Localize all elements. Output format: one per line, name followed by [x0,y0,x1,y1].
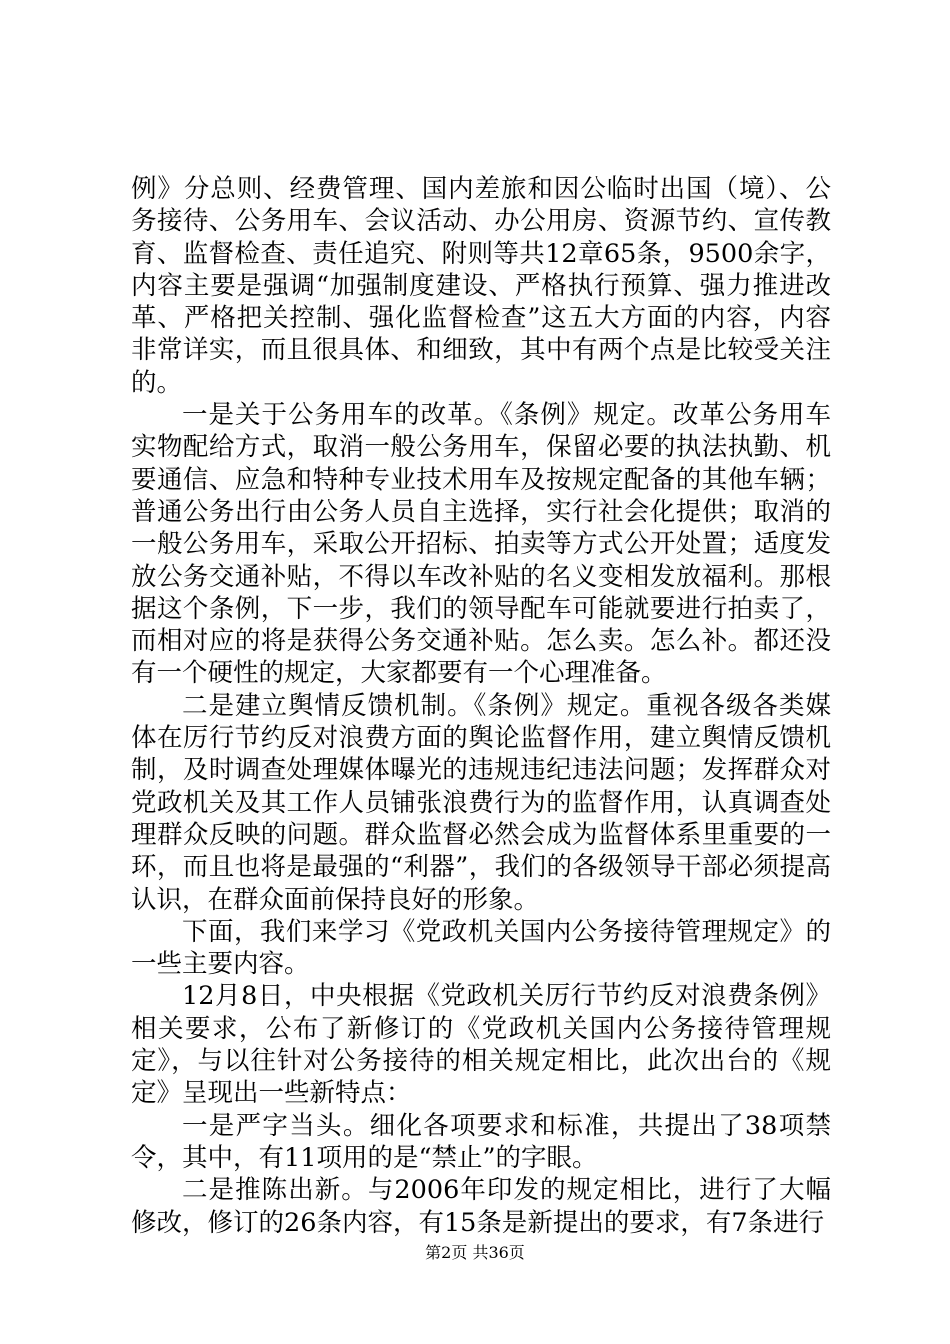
paragraph-5: 12月8日，中央根据《党政机关厉行节约反对浪费条例》相关要求，公布了新修订的《党政机关国内公务接待管理规定》，与以往针对公务接待的相关规定相比，此次出台的《规定》呈现出一些新特点： [131,981,831,1109]
document-body [131,173,831,1239]
paragraph-6: 一是严字当头。细化各项要求和标准，共提出了38项禁令，其中，有11项用的是“禁止”的字眼。 [131,1110,831,1173]
paragraph-2: 一是关于公务用车的改革。《条例》规定。改革公务用车实物配给方式，取消一般公务用车，保留必要的执法执勤、机要通信、应急和特种专业技术用车及按规定配备的其他车辆；普通公务出行由公务人员自主选择，实行社会化提供；取消的一般公务用车，采取公开招标、拍卖等方式公开处置；适度发放公务交通补贴，不得以车改补贴的名义变相发放福利。那根据这个条例，下一步，我们的领导配车可能就要进行拍卖了，而相对应的将是获得公务交通补贴。怎么卖。怎么补。都还没有一个硬性的规定，大家都要有一个心理准备。 [131,400,831,689]
paragraph-4: 下面，我们来学习《党政机关国内公务接待管理规定》的一些主要内容。 [131,916,831,980]
paragraph-1: 例》分总则、经费管理、国内差旅和因公临时出国（境）、公务接待、公务用车、会议活动、办公用房、资源节约、宣传教育、监督检查、责任追究、附则等共12章65条，9500余字，内容主要是强调“加强制度建设、严格执行预算、强力推进改革、严格把关控制、强化监督检查”这五大方面的内容，内容非常详实，而且很具体、和细致，其中有两个点是比较受关注的。 [131,174,831,398]
paragraph-3: 二是建立舆情反馈机制。《条例》规定。重视各级各类媒体在厉行节约反对浪费方面的舆论监督作用，建立舆情反馈机制，及时调查处理媒体曝光的违规违纪违法问题；发挥群众对党政机关及其工作人员铺张浪费行为的监督作用，认真调查处理群众反映的问题。群众监督必然会成为监督体系里重要的一环，而且也将是最强的“利器”，我们的各级领导干部必须提高认识，在群众面前保持良好的形象。 [131,690,831,915]
paragraph-7: 二是推陈出新。与2006年印发的规定相比，进行了大幅修改，修订的26条内容，有15条是新提出的要求，有7条进行 [131,1175,831,1238]
page-footer: 第2页 共36页 [425,1243,525,1262]
